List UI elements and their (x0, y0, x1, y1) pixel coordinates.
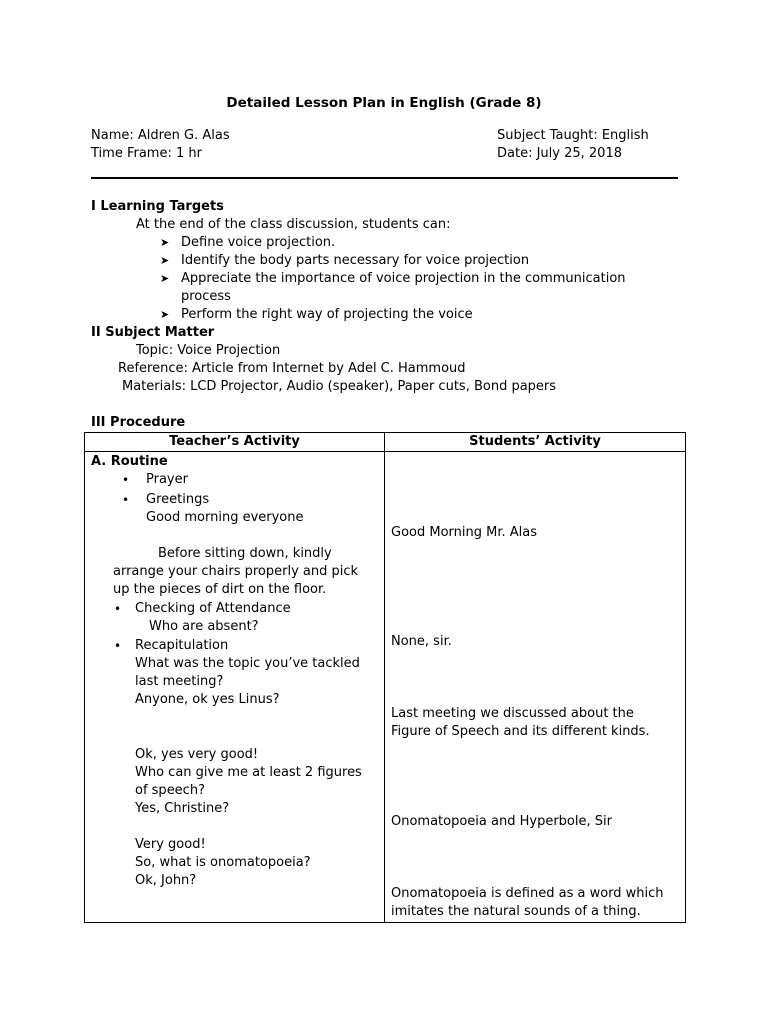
student-line: Good Morning Mr. Alas (391, 525, 538, 540)
time-frame: Time Frame: 1 hr (91, 146, 202, 161)
student-line: Onomatopoeia is defined as a word which (391, 886, 664, 901)
teacher-line: Recapitulation (135, 638, 229, 653)
student-line: None, sir. (391, 634, 452, 649)
teacher-line: arrange your chairs properly and pick (113, 564, 359, 579)
teacher-line: Ok, yes very good! (135, 747, 259, 762)
document-title: Detailed Lesson Plan in English (Grade 8) (226, 95, 542, 111)
target-item-continuation: process (181, 289, 231, 304)
teacher-line: Anyone, ok yes Linus? (135, 692, 280, 707)
teacher-activity-header: Teacher’s Activity (85, 433, 385, 452)
subject-taught: Subject Taught: English (497, 128, 649, 143)
teacher-line: Who are absent? (149, 619, 259, 634)
round-bullet-icon: • (122, 473, 130, 487)
header-divider (91, 177, 678, 179)
arrow-bullet-icon: ➤ (160, 272, 170, 285)
round-bullet-icon: • (122, 493, 130, 507)
learning-targets-intro: At the end of the class discussion, students can: (136, 217, 451, 232)
subject-reference: Reference: Article from Internet by Adel C. Hammoud (118, 361, 466, 376)
student-line: Last meeting we discussed about the (391, 706, 634, 721)
round-bullet-icon: • (114, 639, 122, 653)
teacher-name: Name: Aldren G. Alas (91, 128, 230, 143)
teacher-line: Good morning everyone (146, 510, 304, 525)
teacher-line: Prayer (146, 472, 188, 487)
students-activity-header: Students’ Activity (385, 433, 686, 452)
teacher-line: Checking of Attendance (135, 601, 291, 616)
learning-targets-heading: I Learning Targets (91, 199, 224, 214)
arrow-bullet-icon: ➤ (160, 254, 170, 267)
teacher-line: Before sitting down, kindly (158, 546, 332, 561)
teacher-line: Ok, John? (135, 873, 197, 888)
teacher-line: up the pieces of dirt on the floor. (113, 582, 327, 597)
teacher-activity-cell (85, 452, 385, 923)
target-item: Appreciate the importance of voice projection in the communication (181, 271, 626, 286)
subject-topic: Topic: Voice Projection (136, 343, 281, 358)
teacher-line: Very good! (135, 837, 206, 852)
target-item: Define voice projection. (181, 235, 336, 250)
round-bullet-icon: • (114, 602, 122, 616)
teacher-line: What was the topic you’ve tackled (135, 656, 360, 671)
target-item: Perform the right way of projecting the voice (181, 307, 473, 322)
teacher-line: of speech? (135, 783, 205, 798)
procedure-heading: III Procedure (91, 415, 186, 430)
teacher-line: So, what is onomatopoeia? (135, 855, 311, 870)
arrow-bullet-icon: ➤ (160, 236, 170, 249)
arrow-bullet-icon: ➤ (160, 308, 170, 321)
routine-heading: A. Routine (91, 454, 168, 469)
target-item: Identify the body parts necessary for voice projection (181, 253, 530, 268)
procedure-table (84, 432, 686, 923)
subject-matter-heading: II Subject Matter (91, 325, 215, 340)
student-line: Figure of Speech and its different kinds. (391, 724, 650, 739)
teacher-line: Who can give me at least 2 figures (135, 765, 362, 780)
students-activity-cell (385, 452, 686, 923)
teacher-line: Yes, Christine? (135, 801, 230, 816)
teacher-line: Greetings (146, 492, 210, 507)
student-line: Onomatopoeia and Hyperbole, Sir (391, 814, 612, 829)
teacher-line: last meeting? (135, 674, 224, 689)
student-line: imitates the natural sounds of a thing. (391, 904, 641, 919)
subject-materials: Materials: LCD Projector, Audio (speaker), Paper cuts, Bond papers (122, 379, 557, 394)
lesson-date: Date: July 25, 2018 (497, 146, 622, 161)
